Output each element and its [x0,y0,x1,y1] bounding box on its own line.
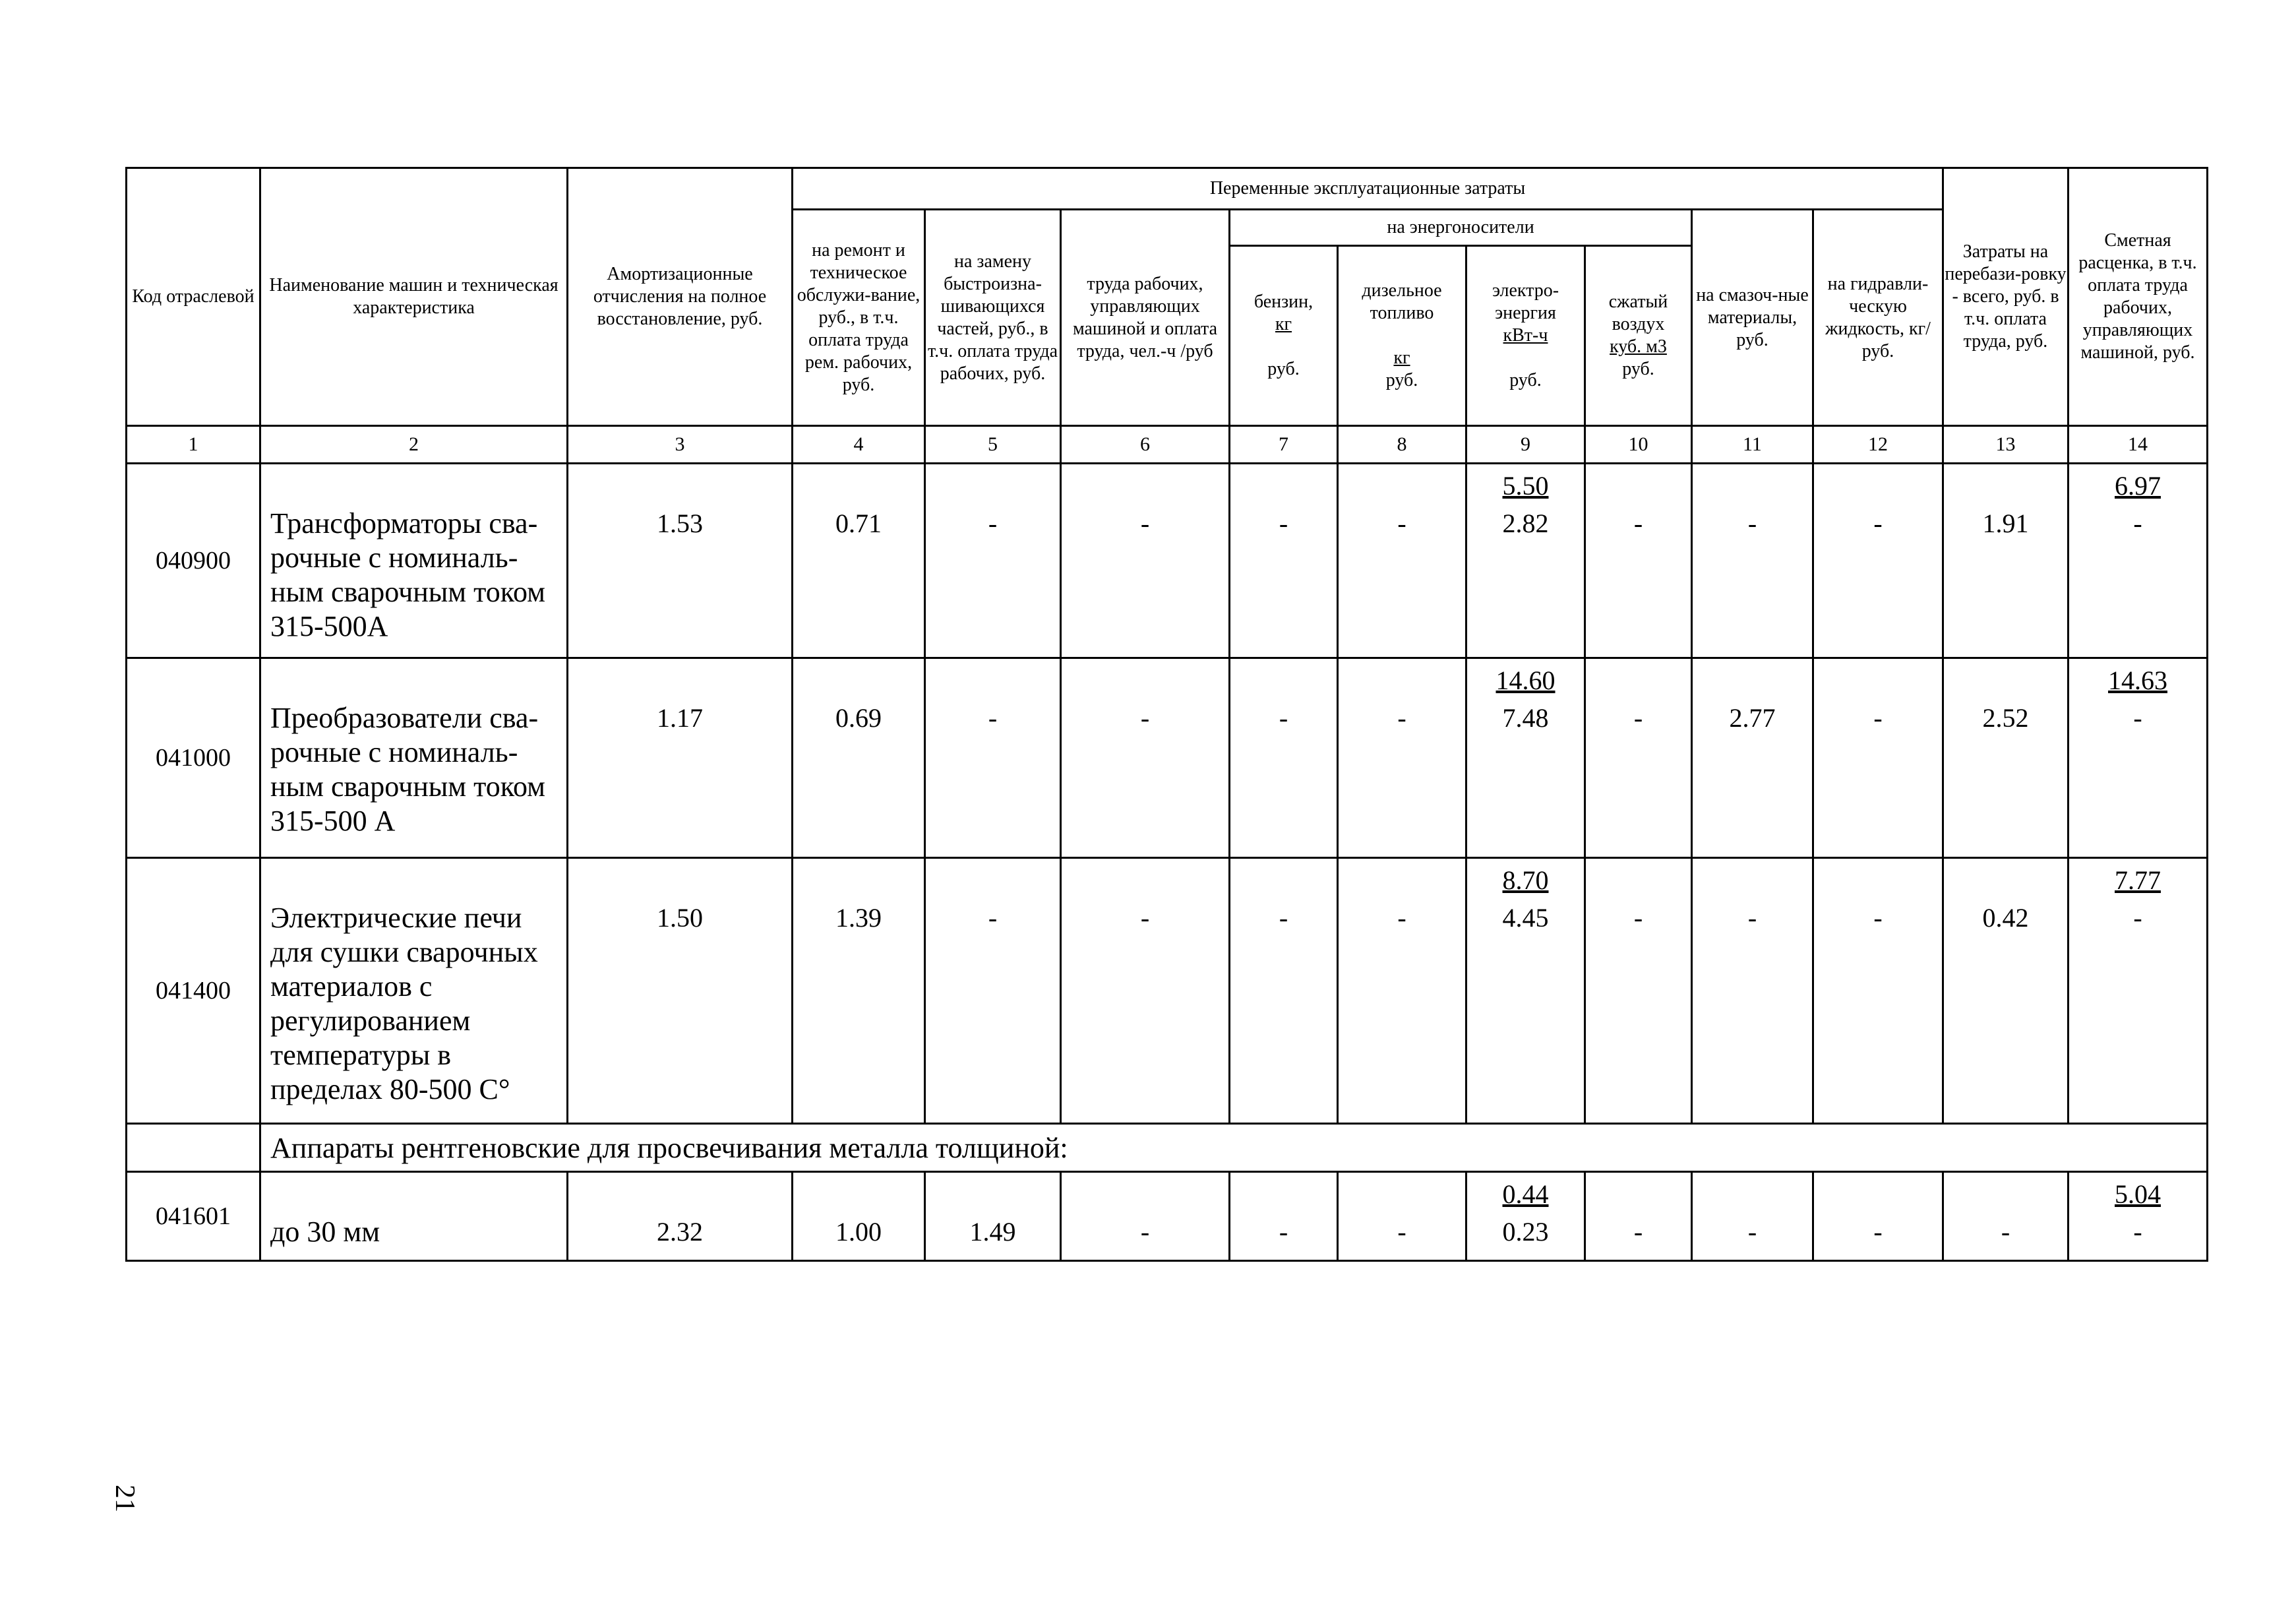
header-labor: труда рабочих, управляющих машиной и оплата труда, чел.-ч /руб [1061,210,1230,426]
header-air-unit: куб. м3 [1610,336,1667,357]
value-cell [1466,1172,1585,1261]
electricity-kwh: 0.44 [1502,1179,1549,1209]
column-number: 8 [1338,426,1466,464]
value-cell [1813,1172,1943,1261]
table-body [127,464,2208,1261]
value-cell [1061,658,1230,858]
header-hydraulic: на гидравли-ческую жидкость, кг/руб. [1813,210,1943,426]
cell-value: - [988,703,998,733]
header-electricity-unit: кВт-ч [1503,325,1548,346]
cell-value: 2.52 [1982,703,2029,733]
column-number-row [127,426,2208,464]
header-electricity-label: электро-энергия [1492,280,1559,323]
value-cell [1692,658,1813,858]
cell-value: - [1140,703,1150,733]
value-cell [1338,858,1466,1124]
cell-value: - [1633,703,1643,733]
value-cell [2069,464,2208,658]
column-number: 12 [1813,426,1943,464]
header-variable-costs: Переменные эксплуатационные затраты [793,168,1943,210]
header-diesel-unit: кг [1393,348,1410,368]
electricity-kwh: 5.50 [1502,471,1549,501]
header-air [1585,246,1692,426]
value-cell [568,1172,793,1261]
cell-value: - [1873,509,1883,538]
cell-value: 0.69 [835,703,882,733]
cell-value: 1.39 [835,903,882,933]
estimate-total: 7.77 [2115,865,2161,895]
header-air-label: сжатый воздух [1608,292,1668,334]
machine-code: 041400 [127,858,260,1124]
table-row [127,464,2208,658]
header-petrol-cost: руб. [1267,359,1300,379]
value-cell [1813,464,1943,658]
machine-name-cell [260,464,568,658]
header-diesel-label: дизельное топливо [1362,280,1442,323]
cell-value: 2.82 [1502,509,1549,538]
cell-value: - [2133,703,2142,733]
value-cell [2069,1172,2208,1261]
value-cell [1585,658,1692,858]
machine-name: до 30 мм [270,1216,380,1248]
cell-value: - [1140,509,1150,538]
value-cell [793,858,925,1124]
cell-value: - [2133,1217,2142,1247]
table-row [127,658,2208,858]
value-cell [1230,1172,1338,1261]
column-number: 7 [1230,426,1338,464]
column-number: 10 [1585,426,1692,464]
value-cell [1585,464,1692,658]
machine-name-cell [260,858,568,1124]
estimate-total: 5.04 [2115,1179,2161,1209]
cell-value: 0.23 [1502,1217,1549,1247]
cell-value: - [1279,509,1288,538]
cell-value: - [2001,1217,2010,1247]
value-cell [1338,464,1466,658]
value-cell [568,464,793,658]
header-diesel-cost: руб. [1385,370,1418,390]
value-cell [1692,464,1813,658]
value-cell [1943,1172,2069,1261]
value-cell [925,858,1061,1124]
cell-value: - [1279,703,1288,733]
header-electricity [1466,246,1585,426]
cell-value: - [1397,1217,1406,1247]
header-replace: на замену быстроизна-шивающихся частей, руб., в т.ч. оплата труда рабочих, руб. [925,210,1061,426]
value-cell [1585,1172,1692,1261]
cell-value: - [1140,1217,1150,1247]
value-cell [2069,658,2208,858]
machine-name-cell [260,658,568,858]
value-cell [1943,658,2069,858]
value-cell [1338,658,1466,858]
value-cell [925,1172,1061,1261]
cell-value: - [2133,509,2142,538]
electricity-kwh: 14.60 [1495,665,1556,695]
value-cell [1230,858,1338,1124]
cell-value: - [1397,903,1406,933]
machine-code: 041601 [127,1172,260,1261]
cell-value: - [988,509,998,538]
value-cell [925,464,1061,658]
column-number: 13 [1943,426,2069,464]
column-number: 2 [260,426,568,464]
cell-value: - [1397,509,1406,538]
electricity-kwh: 8.70 [1502,865,1549,895]
cell-value: 1.50 [657,903,703,933]
value-cell [1813,658,1943,858]
value-cell [1466,658,1585,858]
cell-value: 1.17 [657,703,703,733]
page-number: 21 [109,1485,140,1512]
column-number: 1 [127,426,260,464]
machine-code: 041000 [127,658,260,858]
table-row [127,1172,2208,1261]
value-cell [1692,1172,1813,1261]
machine-code: 040900 [127,464,260,658]
value-cell [1466,858,1585,1124]
header-diesel [1338,246,1466,426]
column-number: 9 [1466,426,1585,464]
column-number: 5 [925,426,1061,464]
machine-name: Преобразователи сва-рочные с номиналь-ным сварочным током 315-500 А [270,702,545,837]
cell-value: 0.42 [1982,903,2029,933]
header-repair: на ремонт и техническое обслужи-вание, руб., в т.ч. оплата труда рем. рабочих, руб. [793,210,925,426]
group-code-cell [127,1124,260,1172]
estimate-total: 14.63 [2108,665,2167,695]
value-cell [793,464,925,658]
cell-value: 7.48 [1502,703,1549,733]
cell-value: - [2133,903,2142,933]
value-cell [1338,1172,1466,1261]
header-estimate: Сметная расценка, в т.ч. оплата труда рабочих, управляющих машиной, руб. [2069,168,2208,426]
header-air-cost: руб. [1622,359,1654,379]
cell-value: 4.45 [1502,903,1549,933]
value-cell [793,658,925,858]
cell-value: - [1633,509,1643,538]
group-title: Аппараты рентгеновские для просвечивания металла толщиной: [260,1124,2208,1172]
value-cell [1061,464,1230,658]
cell-value: 0.71 [835,509,882,538]
value-cell [1943,858,2069,1124]
value-cell [1585,858,1692,1124]
cell-value: 1.91 [1982,509,2029,538]
rates-table [125,167,2208,1262]
value-cell [568,858,793,1124]
value-cell [1061,1172,1230,1261]
cell-value: - [988,903,998,933]
header-electricity-cost: руб. [1509,370,1542,390]
value-cell [1230,658,1338,858]
cell-value: - [1397,703,1406,733]
header-amortization: Амортизационные отчисления на полное восстановление, руб. [568,168,793,426]
group-row [127,1124,2208,1172]
value-cell [1692,858,1813,1124]
value-cell [568,658,793,858]
value-cell [1230,464,1338,658]
cell-value: - [1873,1217,1883,1247]
cell-value: 2.77 [1729,703,1776,733]
cell-value: 1.00 [835,1217,882,1247]
header-relocation: Затраты на перебази-ровку - всего, руб. в т.ч. оплата труда, руб. [1943,168,2069,426]
value-cell [1943,464,2069,658]
value-cell [2069,858,2208,1124]
value-cell [1813,858,1943,1124]
cell-value: 2.32 [657,1217,703,1247]
estimate-total: 6.97 [2115,471,2161,501]
value-cell [1466,464,1585,658]
header-lubricants: на смазоч-ные материалы, руб. [1692,210,1813,426]
header-petrol-label: бензин, [1254,292,1314,312]
column-number: 3 [568,426,793,464]
cell-value: - [1279,903,1288,933]
header-name: Наименование машин и техническая характеристика [260,168,568,426]
machine-name: Электрические печи для сушки сварочных материалов с регулированием температуры в пределах 80-500 С° [270,902,538,1105]
cell-value: - [1747,1217,1757,1247]
cell-value: - [1279,1217,1288,1247]
cell-value: - [1140,903,1150,933]
column-number: 4 [793,426,925,464]
cell-value: 1.53 [657,509,703,538]
column-number: 14 [2069,426,2208,464]
value-cell [1061,858,1230,1124]
cell-value: - [1747,509,1757,538]
machine-name-cell [260,1172,568,1261]
cell-value: - [1873,703,1883,733]
machine-name: Трансформаторы сва-рочные с номиналь-ным сварочным током 315-500А [270,507,545,642]
header-code: Код отраслевой [127,168,260,426]
cell-value: - [1747,903,1757,933]
value-cell [793,1172,925,1261]
header-petrol [1230,246,1338,426]
header-energy: на энергоносители [1230,210,1692,246]
table-row [127,858,2208,1124]
cell-value: 1.49 [969,1217,1016,1247]
cell-value: - [1633,1217,1643,1247]
cell-value: - [1873,903,1883,933]
column-number: 6 [1061,426,1230,464]
value-cell [925,658,1061,858]
column-number: 11 [1692,426,1813,464]
header-petrol-unit: кг [1275,314,1292,334]
cell-value: - [1633,903,1643,933]
